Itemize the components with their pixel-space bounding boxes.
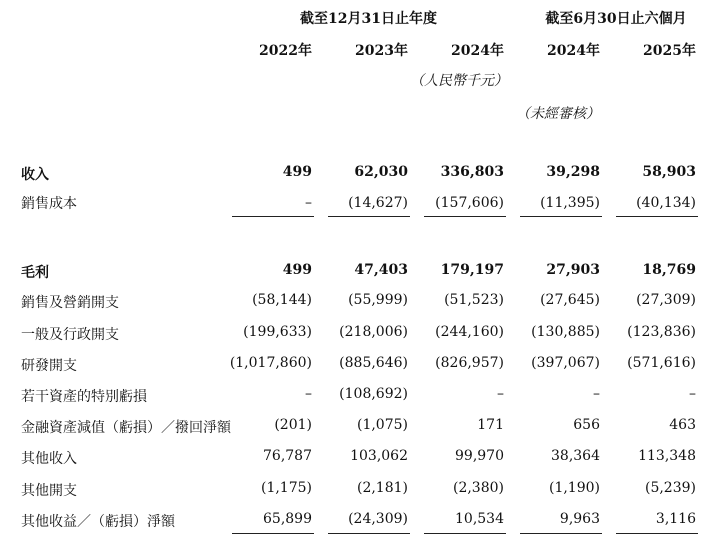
cell-gp-3: 179,197 <box>440 262 504 278</box>
cell-imp-4: 656 <box>573 417 600 433</box>
row-label-other-expenses: 其他開支 <box>21 483 77 499</box>
cell-sell-5: (27,309) <box>636 292 696 308</box>
cell-imp-1: (201) <box>274 417 312 433</box>
row-label-rnd-expenses: 研發開支 <box>21 358 77 374</box>
cell-imp-2: (1,075) <box>356 417 408 433</box>
underline-cost-1 <box>232 216 314 217</box>
cell-rnd-2: (885,646) <box>339 355 408 371</box>
cell-oexp-4: (1,190) <box>548 480 600 496</box>
cell-sell-4: (27,645) <box>540 292 600 308</box>
underline-cost-2 <box>328 216 410 217</box>
row-label-impairment: 金融資產減值（虧損）／撥回淨額 <box>21 420 231 436</box>
cell-imp-3: 171 <box>477 417 504 433</box>
header-group-fiscal-year: 截至12月31日止年度 <box>300 11 437 27</box>
cell-cost-3: (157,606) <box>435 195 504 211</box>
cell-revenue-1: 499 <box>282 164 312 180</box>
cell-ogain-1: 65,899 <box>263 511 312 527</box>
cell-oinc-1: 76,787 <box>263 448 312 464</box>
underline-cost-5 <box>616 216 698 217</box>
cell-oexp-1: (1,175) <box>260 480 312 496</box>
cell-admin-2: (218,006) <box>339 324 408 340</box>
cell-special-1: – <box>305 386 312 402</box>
row-label-selling-expenses: 銷售及營銷開支 <box>21 295 119 311</box>
cell-admin-5: (123,836) <box>627 324 696 340</box>
cell-admin-3: (244,160) <box>435 324 504 340</box>
underline-cost-4 <box>520 216 602 217</box>
cell-oinc-2: 103,062 <box>350 448 408 464</box>
cell-ogain-2: (24,309) <box>348 511 408 527</box>
row-label-other-income: 其他收入 <box>21 451 77 467</box>
cell-rnd-3: (826,957) <box>435 355 504 371</box>
cell-sell-2: (55,999) <box>348 292 408 308</box>
cell-oinc-3: 99,970 <box>455 448 504 464</box>
cell-cost-1: – <box>305 195 312 211</box>
cell-special-4: – <box>593 386 600 402</box>
underline-ogain-3 <box>424 533 506 534</box>
cell-gp-1: 499 <box>282 262 312 278</box>
underline-ogain-4 <box>520 533 602 534</box>
cell-special-5: – <box>689 386 696 402</box>
cell-gp-4: 27,903 <box>546 262 600 278</box>
cell-rnd-5: (571,616) <box>627 355 696 371</box>
cell-admin-4: (130,885) <box>531 324 600 340</box>
cell-oinc-5: 113,348 <box>638 448 696 464</box>
cell-ogain-5: 3,116 <box>655 511 696 527</box>
cell-ogain-4: 9,963 <box>559 511 600 527</box>
row-label-admin-expenses: 一般及行政開支 <box>21 327 119 343</box>
currency-note: （人民幣千元） <box>410 73 508 89</box>
cell-admin-1: (199,633) <box>243 324 312 340</box>
year-col-1: 2022年 <box>259 43 312 59</box>
year-col-2: 2023年 <box>355 43 408 59</box>
cell-revenue-5: 58,903 <box>642 164 696 180</box>
row-label-special-loss: 若干資產的特別虧損 <box>21 389 147 405</box>
year-col-5: 2025年 <box>643 43 696 59</box>
year-col-4: 2024年 <box>547 43 600 59</box>
cell-revenue-4: 39,298 <box>546 164 600 180</box>
underline-ogain-5 <box>616 533 698 534</box>
underline-ogain-1 <box>232 533 314 534</box>
header-group-six-months: 截至6月30日止六個月 <box>545 11 687 27</box>
cell-rnd-1: (1,017,860) <box>229 355 312 371</box>
underline-cost-3 <box>424 216 506 217</box>
row-label-revenue: 收入 <box>21 167 49 183</box>
cell-revenue-2: 62,030 <box>354 164 408 180</box>
cell-revenue-3: 336,803 <box>440 164 504 180</box>
cell-special-2: (108,692) <box>339 386 408 402</box>
cell-imp-5: 463 <box>669 417 696 433</box>
row-label-cost-of-sales: 銷售成本 <box>21 196 77 212</box>
cell-oexp-2: (2,181) <box>356 480 408 496</box>
underline-ogain-2 <box>328 533 410 534</box>
row-label-gross-profit: 毛利 <box>21 265 49 281</box>
cell-gp-2: 47,403 <box>354 262 408 278</box>
cell-cost-2: (14,627) <box>348 195 408 211</box>
cell-oexp-3: (2,380) <box>452 480 504 496</box>
cell-special-3: – <box>497 386 504 402</box>
row-label-other-gains: 其他收益／（虧損）淨額 <box>21 514 175 530</box>
cell-rnd-4: (397,067) <box>531 355 600 371</box>
cell-gp-5: 18,769 <box>642 262 696 278</box>
cell-ogain-3: 10,534 <box>455 511 504 527</box>
cell-sell-1: (58,144) <box>252 292 312 308</box>
cell-oinc-4: 38,364 <box>551 448 600 464</box>
cell-oexp-5: (5,239) <box>644 480 696 496</box>
cell-cost-4: (11,395) <box>540 195 600 211</box>
cell-sell-3: (51,523) <box>444 292 504 308</box>
unaudited-note: （未經審核） <box>516 106 600 122</box>
cell-cost-5: (40,134) <box>636 195 696 211</box>
year-col-3: 2024年 <box>451 43 504 59</box>
